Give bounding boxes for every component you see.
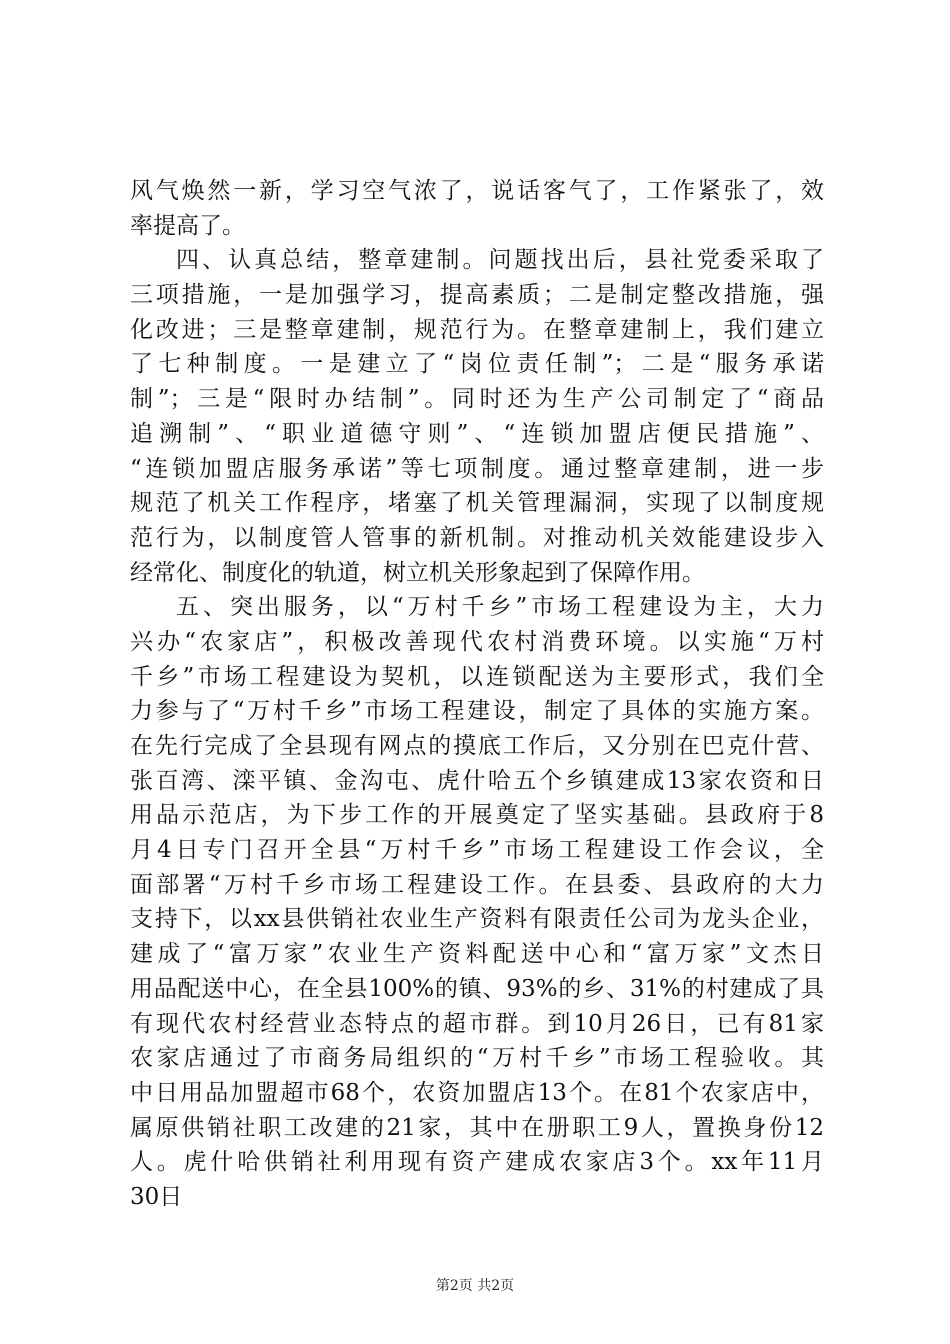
text-line: 风气焕然一新，学习空气浓了，说话客气了，工作紧张了，效 [130, 178, 824, 204]
text-line: 千乡”市场工程建设为契机，以连锁配送为主要形式，我们全 [130, 663, 824, 690]
text-line: 面部署“万村千乡市场工程建设工作。在县委、县政府的大力 [130, 871, 824, 898]
text-line: 化改进；三是整章建制，规范行为。在整章建制上，我们建立 [130, 316, 824, 343]
text-line: 用品配送中心，在全县100%的镇、93%的乡、31%的村建成了具 [130, 975, 824, 1002]
text-line: 率提高了。 [130, 212, 245, 239]
text-line: 张百湾、滦平镇、金沟屯、虎什哈五个乡镇建成13家农资和日 [130, 767, 824, 794]
text-line: 规范了机关工作程序，堵塞了机关管理漏洞，实现了以制度规 [130, 490, 824, 517]
text-line: 四、认真总结，整章建制。问题找出后，县社党委采取了 [176, 247, 824, 274]
page-footer: 第2页 共2页 [435, 1278, 515, 1294]
text-line: 了七种制度。一是建立了“岗位责任制”；二是“服务承诺 [130, 351, 824, 378]
text-line: 支持下，以xx县供销社农业生产资料有限责任公司为龙头企业， [130, 906, 824, 933]
text-line: 力参与了“万村千乡”市场工程建设，制定了具体的实施方案。 [130, 698, 824, 725]
text-line: 中日用品加盟超市68个，农资加盟店13个。在81个农家店中， [130, 1079, 824, 1106]
text-line: 经常化、制度化的轨道，树立机关形象起到了保障作用。 [130, 559, 705, 586]
text-line: “连锁加盟店服务承诺”等七项制度。通过整章建制，进一步 [130, 455, 824, 482]
text-line: 在先行完成了全县现有网点的摸底工作后，又分别在巴克什营、 [130, 733, 824, 759]
body-text [130, 174, 824, 1215]
text-line: 三项措施，一是加强学习，提高素质；二是制定整改措施，强 [130, 282, 824, 309]
text-line: 制”；三是“限时办结制”。同时还为生产公司制定了“商品 [130, 386, 824, 413]
text-line: 追溯制”、“职业道德守则”、“连锁加盟店便民措施”、 [130, 420, 824, 447]
text-line: 农家店通过了市商务局组织的“万村千乡”市场工程验收。其 [130, 1045, 824, 1072]
text-line: 建成了“富万家”农业生产资料配送中心和“富万家”文杰日 [130, 941, 824, 968]
text-line: 人。虎什哈供销社利用现有资产建成农家店3个。xx年11月 [130, 1149, 824, 1176]
text-line: 兴办“农家店”，积极改善现代农村消费环境。以实施“万村 [130, 628, 824, 655]
text-line: 五、突出服务，以“万村千乡”市场工程建设为主，大力 [176, 594, 824, 621]
text-line: 范行为，以制度管人管事的新机制。对推动机关效能建设步入 [130, 524, 824, 551]
text-line: 30日 [130, 1183, 183, 1210]
text-line: 属原供销社职工改建的21家，其中在册职工9人，置换身份12 [130, 1114, 824, 1141]
text-line: 有现代农村经营业态特点的超市群。到10月26日，已有81家 [130, 1010, 824, 1037]
text-line: 月4日专门召开全县“万村千乡”市场工程建设工作会议，全 [130, 837, 824, 864]
text-line: 用品示范店，为下步工作的开展奠定了坚实基础。县政府于8 [130, 802, 824, 829]
